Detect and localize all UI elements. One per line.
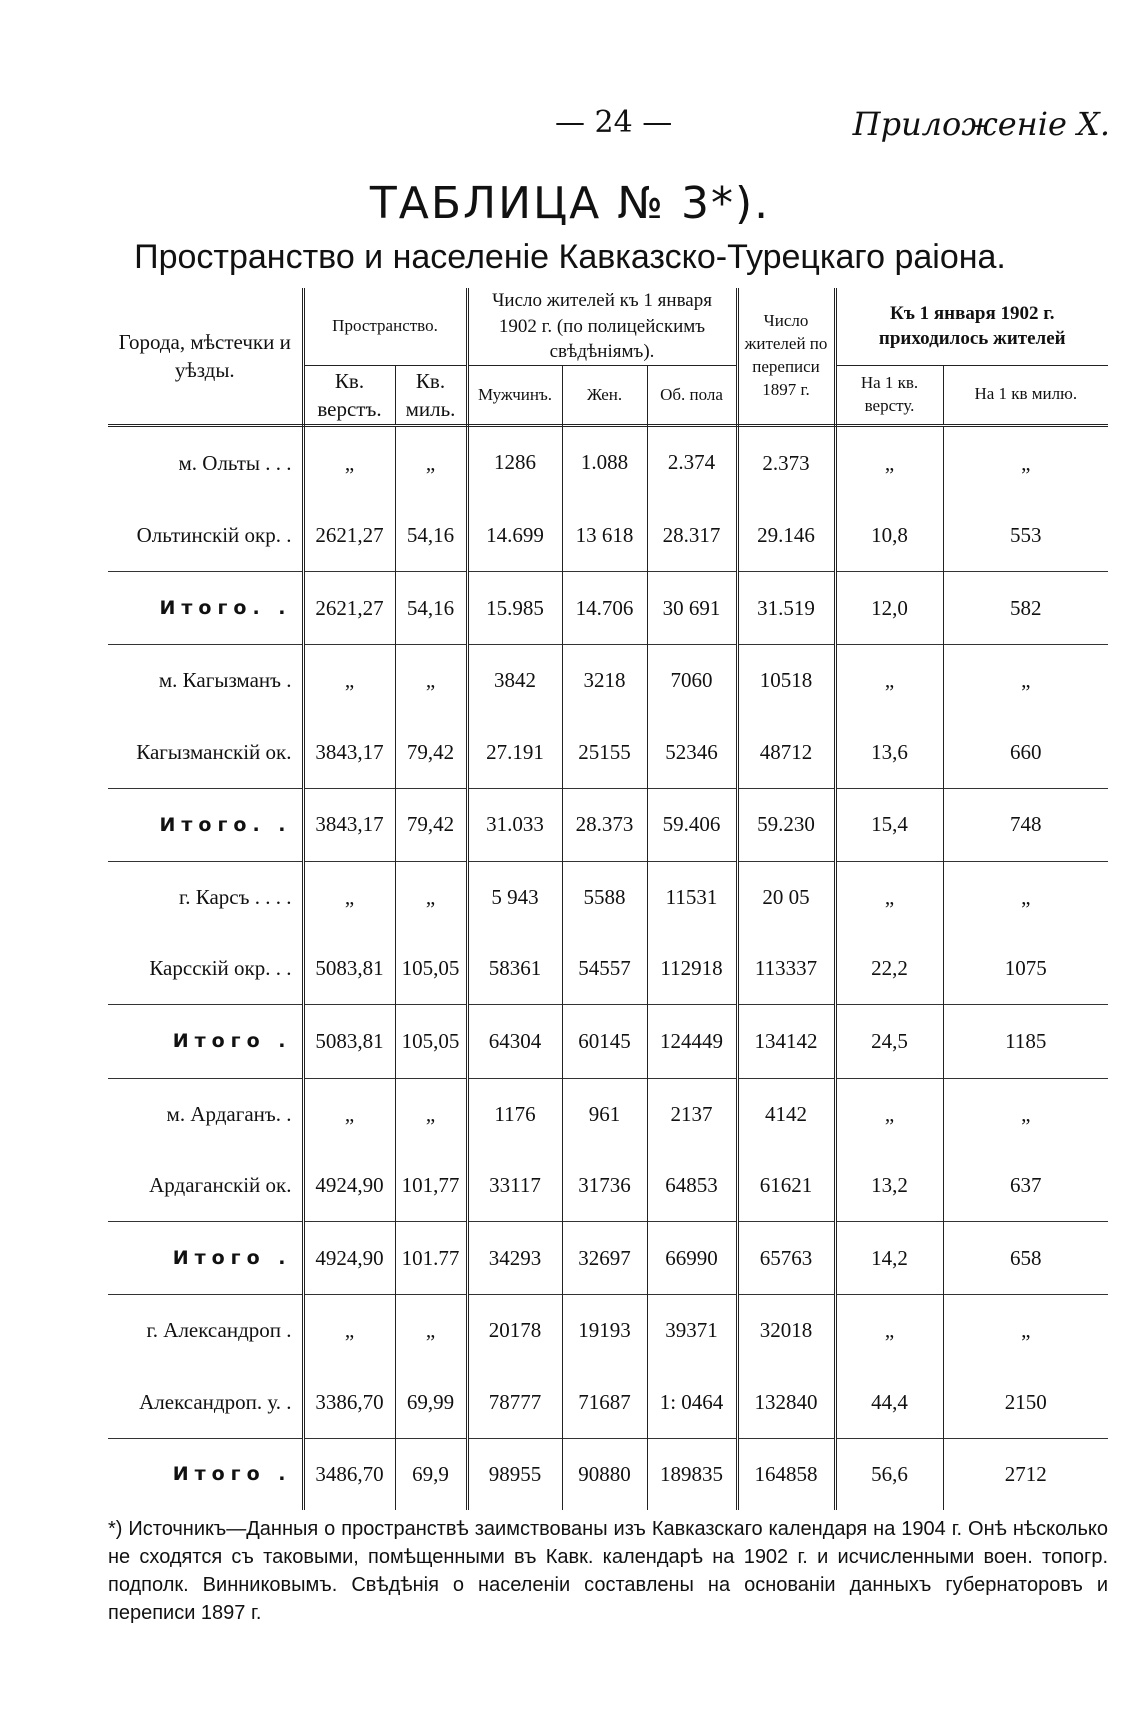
cell-versts: 4924,90 (303, 1222, 395, 1295)
cell-dm: 2150 (943, 1366, 1108, 1438)
cell-dv: 22,2 (871, 956, 908, 981)
cell-name: Итого. . (108, 572, 303, 645)
cell-miles: „ (395, 1078, 467, 1150)
cell-versts: „ (303, 861, 395, 933)
cell-both: 59.406 (647, 788, 737, 861)
cell-miles: 101.77 (395, 1222, 467, 1295)
table-body (108, 425, 1108, 1510)
cell-both: 124449 (647, 1005, 737, 1078)
table-row (108, 645, 1108, 717)
cell-men: 14.699 (486, 523, 544, 548)
page-header (0, 105, 1140, 145)
cell-name: м. Кагызманъ . (108, 645, 303, 717)
cell-miles: 105,05 (395, 933, 467, 1005)
cell-both: 66990 (647, 1222, 737, 1295)
cell-census: 32018 (737, 1295, 835, 1367)
cell-census: 132840 (737, 1366, 835, 1438)
table-subtitle: Пространство и населеніе Кавказско-Турецкаго раіона. (134, 238, 1006, 276)
cell-name: Ардаганскій ок. (108, 1150, 303, 1222)
cell-men: 31.033 (467, 788, 562, 861)
cell-dv: „ (835, 861, 943, 933)
cell-versts: 2621,27 (303, 572, 395, 645)
cell-women: 961 (562, 1078, 647, 1150)
col-header-both: Об. пола (647, 365, 737, 425)
cell-men: 1176 (467, 1078, 562, 1150)
table-row (108, 500, 1108, 572)
cell-men: 98955 (467, 1438, 562, 1510)
col-header-men: Мужчинъ. (467, 365, 562, 425)
cell-men: 78777 (488, 1389, 542, 1414)
cell-miles: 105,05 (395, 1005, 467, 1078)
cell-census: 48712 (737, 717, 835, 789)
cell-both: 52346 (647, 717, 737, 789)
cell-dv: 10,8 (871, 523, 908, 548)
cell-versts: 5083,81 (315, 956, 384, 981)
cell-miles: 69,9 (395, 1438, 467, 1510)
table-row-total (108, 1438, 1108, 1510)
table-row (108, 717, 1108, 789)
cell-women: 60145 (562, 1005, 647, 1078)
cell-dm: „ (943, 645, 1108, 717)
col-header-density: Къ 1 января 1902 г. приходилось жителей (835, 288, 1108, 365)
cell-dv: 12,0 (835, 572, 943, 645)
cell-census: 2.373 (737, 425, 835, 500)
cell-men: 58361 (488, 956, 542, 981)
cell-dm: 2712 (943, 1438, 1108, 1510)
cell-both: 28.317 (647, 500, 737, 572)
cell-dv: „ (835, 1078, 943, 1150)
cell-men: 1286 (494, 450, 537, 475)
cell-women: 5588 (562, 861, 647, 933)
cell-miles: „ (395, 1295, 467, 1367)
cell-versts: „ (303, 1295, 395, 1367)
cell-women: 25155 (562, 717, 647, 789)
col-header-per-verst: На 1 кв. версту. (835, 365, 943, 425)
cell-dm: 748 (943, 788, 1108, 861)
cell-census: 134142 (737, 1005, 835, 1078)
population-table-wrapper (108, 288, 1108, 1510)
cell-dm: 637 (943, 1150, 1108, 1222)
cell-census: 29.146 (737, 500, 835, 572)
cell-both: 1: 0464 (647, 1366, 737, 1438)
cell-both: 30 691 (647, 572, 737, 645)
cell-dm: 582 (943, 572, 1108, 645)
cell-versts: 3486,70 (303, 1438, 395, 1510)
col-header-per-mile: На 1 кв милю. (943, 365, 1108, 425)
cell-dm: 658 (943, 1222, 1108, 1295)
cell-miles: 79,42 (395, 717, 467, 789)
cell-both: 2137 (647, 1078, 737, 1150)
cell-census: 20 05 (737, 861, 835, 933)
cell-versts: „ (303, 1078, 395, 1150)
cell-dm: 553 (943, 500, 1108, 572)
col-header-women: Жен. (562, 365, 647, 425)
cell-men: 33117 (489, 1172, 541, 1197)
cell-both: 64853 (647, 1150, 737, 1222)
appendix-label: Приложеніе X. (852, 105, 1110, 143)
table-row-total (108, 1222, 1108, 1295)
cell-men: 34293 (467, 1222, 562, 1295)
cell-women: 13 618 (562, 500, 647, 572)
col-header-names: Города, мѣстечки и уѣзды. (108, 288, 303, 425)
table-row (108, 1150, 1108, 1222)
cell-name: Итого. . (108, 788, 303, 861)
table-row (108, 1366, 1108, 1438)
cell-women: 3218 (562, 645, 647, 717)
cell-versts: 3386,70 (315, 1389, 384, 1414)
cell-dv: „ (835, 645, 943, 717)
cell-men: 20178 (467, 1295, 562, 1367)
cell-dv: 13,2 (871, 1172, 908, 1197)
col-header-population: Число жителей къ 1 января 1902 г. (по полицейскимъ свѣдѣніямъ). (467, 288, 737, 365)
cell-name: Ольтинскій окр. . (108, 500, 303, 572)
cell-women: 32697 (562, 1222, 647, 1295)
cell-women: 28.373 (562, 788, 647, 861)
cell-both: 2.374 (647, 425, 737, 500)
cell-versts: 4924,90 (315, 1172, 384, 1197)
cell-miles: 101,77 (395, 1150, 467, 1222)
cell-census: 61621 (737, 1150, 835, 1222)
cell-versts: 3843,17 (303, 788, 395, 861)
cell-miles: 54,16 (395, 500, 467, 572)
population-table (108, 288, 1108, 1510)
cell-dv: 15,4 (835, 788, 943, 861)
cell-women: 90880 (562, 1438, 647, 1510)
cell-name: Итого . (108, 1005, 303, 1078)
cell-dv: „ (835, 1295, 943, 1367)
cell-men: 27.191 (486, 739, 544, 764)
cell-name: Карсскій окр. . . (108, 933, 303, 1005)
table-row (108, 933, 1108, 1005)
cell-miles: 69,99 (395, 1366, 467, 1438)
cell-men: 5 943 (467, 861, 562, 933)
table-row-total (108, 1005, 1108, 1078)
cell-women: 71687 (562, 1366, 647, 1438)
cell-versts: 3843,17 (315, 739, 384, 764)
cell-women: 31736 (562, 1150, 647, 1222)
cell-dm: „ (943, 1295, 1108, 1367)
cell-both: 189835 (647, 1438, 737, 1510)
table-row (108, 861, 1108, 933)
cell-dv: 14,2 (835, 1222, 943, 1295)
cell-women: 14.706 (562, 572, 647, 645)
cell-versts: 2621,27 (315, 523, 384, 548)
table-row (108, 1295, 1108, 1367)
cell-name: Кагызманскій ок. (108, 717, 303, 789)
page-number: — 24 — (555, 105, 673, 140)
cell-dv: 44,4 (871, 1389, 908, 1414)
cell-both: 112918 (647, 933, 737, 1005)
source-footnote: *) Источникъ—Данныя о пространствѣ заимствованы изъ Кавказскаго календаря на 1904 г. Онѣ нѣсколько не сходятся съ таковыми, помѣщенными въ Кавк. календарѣ на 1902 г. и исчисленными воен. топогр. подполк. Винниковымъ. Свѣдѣнія о населеніи составлены на основаніи данныхъ губернаторовъ и переписи 1897 г. (108, 1518, 1108, 1624)
cell-dm: „ (943, 1078, 1108, 1150)
cell-versts: 5083,81 (303, 1005, 395, 1078)
col-header-census: Число жителей по переписи 1897 г. (737, 288, 835, 425)
cell-dm: „ (943, 425, 1108, 500)
cell-dm: 1185 (943, 1005, 1108, 1078)
cell-name: Александроп. у. . (108, 1366, 303, 1438)
cell-versts: „ (303, 645, 395, 717)
table-row-total (108, 788, 1108, 861)
cell-versts: „ (344, 450, 355, 475)
cell-men: 3842 (467, 645, 562, 717)
cell-men: 64304 (467, 1005, 562, 1078)
table-row-total (108, 572, 1108, 645)
cell-women: 19193 (562, 1295, 647, 1367)
table-title: ТАБЛИЦА № 3*). (369, 178, 771, 229)
cell-dv: „ (884, 450, 895, 475)
cell-census: 113337 (737, 933, 835, 1005)
cell-both: 39371 (647, 1295, 737, 1367)
cell-men: 15.985 (467, 572, 562, 645)
cell-miles: „ (395, 425, 467, 500)
table-row (108, 1078, 1108, 1150)
cell-name: м. Ольты . . . (108, 425, 303, 500)
cell-census: 10518 (737, 645, 835, 717)
cell-name: Итого . (108, 1438, 303, 1510)
cell-women: 1.088 (562, 425, 647, 500)
cell-both: 11531 (647, 861, 737, 933)
cell-dm: 1075 (943, 933, 1108, 1005)
col-header-sq-versts: Кв. верстъ. (303, 365, 395, 425)
cell-miles: 79,42 (395, 788, 467, 861)
cell-dm: 660 (943, 717, 1108, 789)
cell-name: Итого . (108, 1222, 303, 1295)
cell-census: 65763 (737, 1222, 835, 1295)
cell-miles: „ (395, 645, 467, 717)
col-header-sq-miles: Кв. миль. (395, 365, 467, 425)
cell-dv: 56,6 (835, 1438, 943, 1510)
cell-census: 164858 (737, 1438, 835, 1510)
cell-name: г. Александроп . (108, 1295, 303, 1367)
cell-women: 54557 (562, 933, 647, 1005)
cell-miles: „ (395, 861, 467, 933)
cell-dv: 13,6 (871, 739, 908, 764)
col-header-space: Пространство. (303, 288, 467, 365)
cell-census: 59.230 (737, 788, 835, 861)
cell-census: 4142 (737, 1078, 835, 1150)
cell-miles: 54,16 (395, 572, 467, 645)
cell-dv: 24,5 (835, 1005, 943, 1078)
cell-both: 7060 (647, 645, 737, 717)
cell-name: г. Карсъ . . . . (108, 861, 303, 933)
table-row (108, 425, 1108, 500)
cell-name: м. Ардаганъ. . (108, 1078, 303, 1150)
cell-census: 31.519 (737, 572, 835, 645)
cell-dm: „ (943, 861, 1108, 933)
